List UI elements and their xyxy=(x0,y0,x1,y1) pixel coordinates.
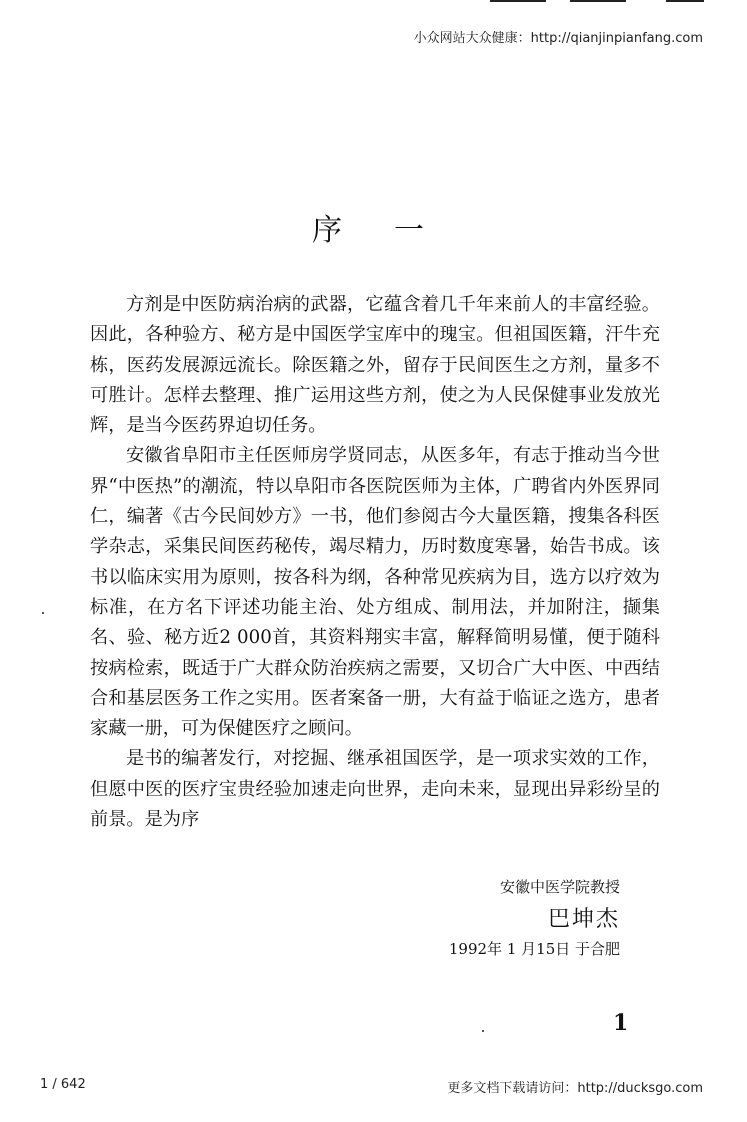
top-rule-2 xyxy=(570,0,626,2)
header-site-link[interactable]: 小众网站大众健康：http://qianjinpianfang.com xyxy=(413,31,703,46)
top-rule-1 xyxy=(490,0,546,2)
footer-page-indicator: 1 / 642 xyxy=(40,1077,86,1092)
preface-body xyxy=(90,290,660,835)
signature-name: 巴坤杰 xyxy=(547,907,620,932)
paragraph-3: 是书的编著发行，对挖掘、继承祖国医学，是一项求实效的工作，但愿中医的医疗宝贵经验加速走向世界，走向未来，显现出异彩纷呈的前景。是为序 xyxy=(90,748,660,831)
footer-download-link[interactable]: 更多文档下载请访问：http://ducksgo.com xyxy=(447,1081,703,1096)
paragraph-2: 安徽省阜阳市主任医师房学贤同志，从医多年，有志于推动当今世界“中医热”的潮流，特以阜阳市各医院医师为主体，广聘省内外医界同仁，编著《古今民间妙方》一书，他们参阅古今大量医籍，搜集各科医学杂志，采集民间医药秘传，竭尽精力，历时数度寒暑，始告书成。该书以临床实用为原则，按各科为纲，各种常见疾病为目，选方以疗效为标准，在方名下评述功能主治、处方组成、制用法，并加附注，撷集名、验、秘方近2 000首，其资料翔实丰富，解释简明易懂，便于随科按病检索，既适于广大群众防治疾病之需要，又切合广大中医、中西结合和基层医务工作之实用。医者案备一册，大有益于临证之选方，患者家藏一册，可为保健医疗之顾问。 xyxy=(90,445,660,740)
signature-affiliation: 安徽中医学院教授 xyxy=(499,878,620,896)
signature-date: 1992年 1 月15日 于合肥 xyxy=(448,940,620,958)
page-number: 1 xyxy=(613,1010,629,1036)
scan-speck xyxy=(42,612,44,614)
top-rule-3 xyxy=(666,0,704,2)
page-title: 序一 xyxy=(312,213,476,248)
scan-speck xyxy=(482,1030,484,1032)
paragraph-1: 方剂是中医防病治病的武器，它蕴含着几千年来前人的丰富经验。因此，各种验方、秘方是中国医学宝库中的瑰宝。但祖国医籍，汗牛充栋，医药发展源远流长。除医籍之外，留存于民间医生之方剂，量多不可胜计。怎样去整理、推广运用这些方剂，使之为人民保健事业发放光辉，是当今医药界迫切任务。 xyxy=(90,294,660,437)
